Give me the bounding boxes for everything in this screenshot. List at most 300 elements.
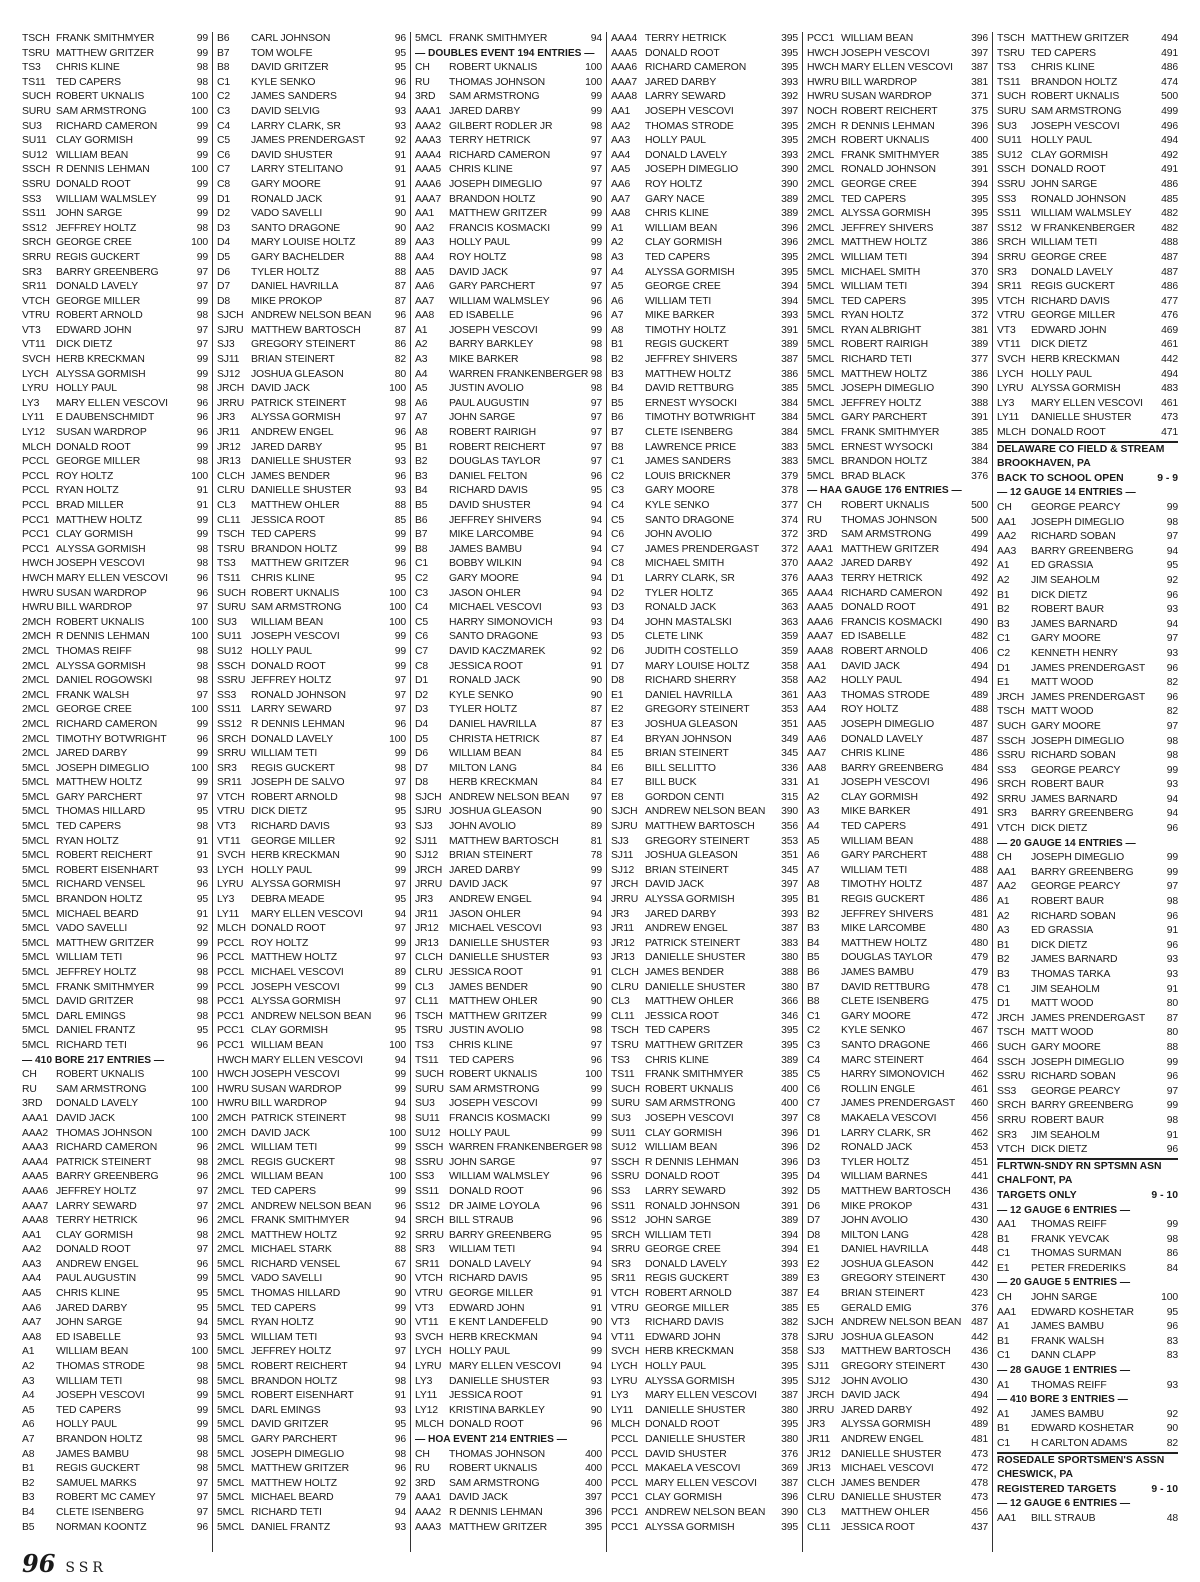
score: 99 — [196, 1404, 208, 1416]
class-code: SJRU — [415, 806, 442, 818]
result-row — [217, 222, 406, 237]
result-row — [997, 1012, 1178, 1027]
class-code: A5 — [611, 281, 624, 293]
class-code: SRRU — [997, 251, 1026, 263]
class-code: JRCH — [611, 879, 639, 891]
class-code: TS11 — [415, 1054, 439, 1066]
shooter-name: TYLER HOLTZ — [251, 266, 320, 278]
result-row — [807, 134, 988, 149]
shooter-name: DANIEL HAVRILLA — [251, 281, 339, 293]
result-row — [22, 470, 208, 485]
shooter-name: JESSICA ROOT — [251, 514, 325, 526]
score: 97 — [196, 1244, 208, 1256]
class-code: JR13 — [415, 937, 439, 949]
result-row — [22, 178, 208, 193]
result-row — [611, 178, 798, 193]
result-row — [415, 499, 602, 514]
class-code: 5MCL — [217, 1375, 245, 1387]
shooter-name: R DENNIS LEHMAN — [56, 164, 150, 176]
score: 98 — [1166, 1114, 1178, 1126]
class-code: 5MCL — [807, 295, 835, 307]
class-code: D4 — [415, 718, 428, 730]
result-row — [217, 61, 406, 76]
score: 93 — [1166, 954, 1178, 966]
score: 394 — [971, 178, 988, 190]
score: 478 — [971, 981, 988, 993]
shooter-name: ROBERT ARNOLD — [645, 1288, 732, 1300]
score: 387 — [781, 1288, 798, 1300]
score: 84 — [590, 762, 602, 774]
shooter-name: JARED DARBY — [841, 558, 913, 570]
class-code: SS3 — [217, 689, 237, 701]
result-row — [217, 1462, 406, 1477]
class-code: A3 — [22, 1375, 35, 1387]
shooter-name: DONALD LAVELY — [645, 1258, 727, 1270]
result-row — [217, 353, 406, 368]
score: 94 — [590, 558, 602, 570]
result-row — [22, 747, 208, 762]
score: 380 — [781, 952, 798, 964]
result-row — [611, 134, 798, 149]
result-row — [997, 1262, 1178, 1277]
class-code: LYCH — [22, 368, 49, 380]
shooter-name: DONALD ROOT — [645, 1171, 720, 1183]
shooter-name: HOLLY PAUL — [1031, 368, 1092, 380]
class-code: C8 — [217, 178, 230, 190]
shooter-name: ROBERT ARNOLD — [251, 791, 338, 803]
shooter-name: CLAY GORMISH — [645, 1492, 722, 1504]
shooter-name: DONALD ROOT — [251, 660, 326, 672]
shooter-name: PATRICK STEINERT — [251, 397, 347, 409]
score: 98 — [394, 1112, 406, 1124]
class-code: SRRU — [415, 1229, 444, 1241]
result-row — [217, 776, 406, 791]
class-code: AAA4 — [22, 1156, 48, 1168]
class-code: SJRU — [807, 1331, 834, 1343]
score: 91 — [590, 1302, 602, 1314]
class-code: SS12 — [217, 718, 242, 730]
shooter-name: DANIELLE SHUSTER — [251, 485, 352, 497]
result-row — [22, 309, 208, 324]
class-code: JR3 — [415, 894, 434, 906]
score: 98 — [196, 967, 208, 978]
result-row — [997, 1408, 1178, 1423]
shooter-name: REGIS GUCKERT — [645, 1273, 729, 1285]
result-row — [22, 1448, 208, 1463]
result-row — [807, 514, 988, 529]
score: 363 — [781, 616, 798, 628]
score: 392 — [781, 91, 798, 103]
result-row — [415, 791, 602, 806]
shooter-name: JOSEPH DIMEGLIO — [1031, 516, 1125, 528]
score: 98 — [196, 1010, 208, 1022]
shooter-name: PETER FREDERIKS — [1031, 1262, 1126, 1274]
class-code: SU3 — [415, 1098, 435, 1110]
class-code: LY12 — [415, 1404, 438, 1416]
shooter-name: TED CAPERS — [56, 76, 121, 88]
result-row — [217, 484, 406, 499]
class-code: B2 — [611, 354, 624, 366]
shooter-name: ERNEST WYSOCKI — [841, 441, 933, 453]
result-row — [611, 1360, 798, 1375]
score: 93 — [1166, 604, 1178, 616]
shooter-name: DONALD ROOT — [841, 602, 916, 614]
result-row — [22, 1243, 208, 1258]
score: 96 — [394, 470, 406, 482]
shooter-name: MATTHEW GRITZER — [449, 1521, 547, 1533]
shooter-name: BRIAN STEINERT — [449, 850, 533, 862]
class-code: SURU — [217, 602, 246, 614]
class-code: SU11 — [22, 135, 47, 147]
score: 466 — [971, 1039, 988, 1051]
shooter-name: DARL EMINGS — [251, 1404, 321, 1416]
score: 99 — [1166, 502, 1178, 513]
score: 395 — [585, 1521, 602, 1533]
class-code: AA2 — [415, 222, 435, 234]
shooter-name: RYAN HOLTZ — [56, 835, 119, 847]
event-header: — 20 GAUGE 5 ENTRIES — — [997, 1277, 1131, 1289]
class-code: A1 — [997, 1408, 1010, 1420]
class-code: 5MCL — [807, 397, 835, 409]
shooter-name: JOSEPH VESCOVI — [449, 1098, 538, 1110]
result-row — [22, 543, 208, 558]
page-number: 96 — [22, 1549, 56, 1578]
result-row — [22, 1156, 208, 1171]
shooter-name: SAM ARMSTRONG — [449, 1477, 540, 1489]
shooter-name: BRANDON HOLTZ — [1031, 76, 1118, 88]
shooter-name: ALYSSA GORMISH — [645, 1375, 735, 1387]
result-row — [611, 1243, 798, 1258]
score: 97 — [590, 266, 602, 278]
class-code: 5MCL — [217, 1331, 245, 1343]
result-row — [217, 1491, 406, 1506]
class-code: 5MCL — [807, 470, 835, 482]
score: 456 — [971, 1506, 988, 1518]
shooter-name: HERB KRECKMAN — [645, 1346, 734, 1358]
class-code: SSRU — [22, 178, 51, 190]
shooter-name: MATTHEW HOLTZ — [841, 368, 927, 380]
class-code: B5 — [415, 500, 428, 511]
result-row — [217, 1083, 406, 1098]
score: 98 — [394, 1156, 406, 1168]
score: 94 — [590, 529, 602, 541]
score: 96 — [394, 76, 406, 88]
score: 394 — [971, 251, 988, 263]
shooter-name: BILL STRAUB — [449, 1215, 514, 1227]
class-code: SR3 — [217, 762, 237, 774]
result-row — [415, 1272, 602, 1287]
shooter-name: ROBERT BAUR — [1031, 1114, 1105, 1126]
result-row — [997, 1143, 1178, 1158]
class-code: C6 — [807, 1083, 820, 1095]
class-code: SJRU — [217, 324, 244, 336]
result-row — [997, 324, 1178, 339]
class-code: SS11 — [997, 208, 1022, 220]
score: 473 — [971, 1448, 988, 1460]
shooter-name: W FRANKENBERGER — [1031, 222, 1135, 234]
class-code: JR3 — [611, 908, 630, 920]
shooter-name: DAVID RETTBURG — [645, 383, 734, 395]
result-row — [22, 411, 208, 426]
result-row — [807, 1068, 988, 1083]
class-code: SRRU — [217, 748, 246, 760]
score: 92 — [394, 1229, 406, 1241]
shooter-name: BOBBY WILKIN — [449, 558, 522, 570]
result-row — [807, 616, 988, 631]
shooter-name: DANIELLE SHUSTER — [645, 1404, 746, 1416]
score: 99 — [394, 543, 406, 555]
score: 100 — [389, 1127, 406, 1139]
result-row — [611, 207, 798, 222]
score: 87 — [394, 324, 406, 336]
result-row — [611, 674, 798, 689]
result-row — [415, 1068, 602, 1083]
shooter-name: ALYSSA GORMISH — [56, 543, 146, 555]
result-row — [217, 426, 406, 441]
score: 387 — [781, 1477, 798, 1489]
shooter-name: MICHAEL BEARD — [251, 1492, 334, 1504]
class-code: TS3 — [611, 1054, 630, 1066]
score: 385 — [781, 1069, 798, 1081]
result-row — [997, 545, 1178, 560]
score: 358 — [781, 675, 798, 687]
score: 394 — [781, 1244, 798, 1256]
result-row — [415, 251, 602, 266]
result-row — [22, 951, 208, 966]
class-code: CL11 — [415, 996, 439, 1008]
class-code: 5MCL — [217, 1419, 245, 1431]
class-code: AA6 — [22, 1302, 42, 1314]
result-row — [997, 1218, 1178, 1233]
shooter-name: SAM ARMSTRONG — [841, 529, 932, 541]
result-row — [217, 616, 406, 631]
shooter-name: THOMAS JOHNSON — [449, 1448, 546, 1460]
score: 98 — [196, 62, 208, 74]
shooter-name: RONALD JACK — [449, 675, 521, 687]
score: 94 — [394, 1215, 406, 1227]
result-row — [217, 601, 406, 616]
score: 94 — [196, 1317, 208, 1329]
shooter-name: JARED DARBY — [251, 441, 323, 453]
score: 351 — [781, 718, 798, 730]
score: 462 — [971, 1127, 988, 1139]
score: 394 — [971, 281, 988, 293]
class-code: MLCH — [611, 1419, 640, 1431]
shooter-name: MARY ELLEN VESCOVI — [645, 1477, 757, 1489]
score: 90 — [394, 1317, 406, 1329]
class-code: CL3 — [415, 981, 434, 993]
shooter-name: MATTHEW HOLTZ — [645, 368, 731, 380]
class-code: D2 — [807, 1142, 820, 1154]
class-code: AAA7 — [611, 76, 637, 88]
result-row — [22, 236, 208, 251]
shooter-name: ROBERT MC CAMEY — [56, 1492, 156, 1504]
shooter-name: MATT WOOD — [1031, 998, 1094, 1010]
score: 485 — [1161, 193, 1178, 205]
shooter-name: JOSEPH VESCOVI — [251, 1069, 340, 1081]
shooter-name: DAVID JACK — [251, 1127, 310, 1139]
score: 88 — [394, 266, 406, 278]
shooter-name: SAM ARMSTRONG — [56, 105, 147, 117]
class-code: RU — [22, 1083, 37, 1095]
result-row — [22, 32, 208, 47]
score: 99 — [394, 660, 406, 672]
class-code: VTCH — [997, 295, 1025, 307]
result-row — [807, 1287, 988, 1302]
class-code: AA6 — [415, 281, 435, 293]
class-code: 2MCH — [217, 1127, 246, 1139]
class-code: CH — [415, 1448, 430, 1460]
class-code: SUCH — [217, 587, 246, 599]
class-code: D6 — [217, 266, 230, 278]
result-row — [217, 295, 406, 310]
result-row — [415, 1404, 602, 1419]
score: 397 — [781, 879, 798, 891]
shooter-name: DANIELLE SHUSTER — [645, 952, 746, 964]
score: 100 — [389, 616, 406, 628]
score: 91 — [590, 660, 602, 672]
score: 395 — [781, 1361, 798, 1373]
result-row — [807, 1229, 988, 1244]
result-row — [415, 660, 602, 675]
shooter-name: JARED DARBY — [841, 1404, 913, 1416]
class-code: HWCH — [807, 62, 839, 74]
shooter-name: FRANCIS KOSMACKI — [841, 616, 942, 628]
shooter-name: JOSHUA GLEASON — [645, 718, 738, 730]
class-code: SJ12 — [807, 1375, 831, 1387]
score: 387 — [781, 354, 798, 366]
class-code: D8 — [217, 295, 230, 307]
shooter-name: JAMES BAMBU — [449, 543, 522, 555]
score: 387 — [971, 222, 988, 234]
result-row — [807, 470, 988, 485]
shooter-name: DANIELLE SHUSTER — [645, 1434, 746, 1445]
result-row — [22, 995, 208, 1010]
score: 453 — [971, 1142, 988, 1154]
class-code: E6 — [611, 762, 624, 774]
score: 376 — [781, 1448, 798, 1460]
score: 97 — [1166, 531, 1178, 543]
score: 99 — [1166, 866, 1178, 878]
result-row — [217, 820, 406, 835]
result-row — [611, 733, 798, 748]
shooter-name: ROBERT BAUR — [1031, 779, 1105, 791]
result-row — [807, 382, 988, 397]
result-row — [997, 266, 1178, 281]
class-code: SJCH — [807, 1317, 834, 1329]
result-row — [997, 1512, 1178, 1527]
result-row — [217, 178, 406, 193]
shooter-name: ANDREW ENGEL — [449, 894, 532, 906]
class-code: AA1 — [997, 1512, 1017, 1524]
score: 99 — [394, 529, 406, 541]
result-row — [217, 1214, 406, 1229]
class-code: SS12 — [611, 1215, 636, 1227]
shooter-name: JOSHUA GLEASON — [645, 850, 738, 862]
shooter-name: DANIEL FRANTZ — [251, 1521, 331, 1533]
score: 95 — [394, 1419, 406, 1431]
score: 93 — [590, 631, 602, 643]
result-row — [415, 1024, 602, 1039]
score: 472 — [971, 1010, 988, 1022]
shooter-name: JOSEPH VESCOVI — [56, 1390, 145, 1402]
shooter-name: MARY ELLEN VESCOVI — [645, 1390, 757, 1402]
class-code: 5MCL — [217, 1346, 245, 1358]
class-code: D5 — [807, 1185, 820, 1197]
result-row — [611, 1345, 798, 1360]
result-row — [415, 309, 602, 324]
result-row — [415, 937, 602, 952]
shooter-name: TED CAPERS — [645, 1025, 710, 1037]
shooter-name: DANIEL HAVRILLA — [449, 718, 537, 730]
shooter-name: HERB KRECKMAN — [449, 777, 538, 789]
score: 89 — [394, 237, 406, 249]
class-code: PCCL — [217, 937, 245, 949]
shooter-name: JAMES BENDER — [251, 470, 331, 482]
result-row — [22, 878, 208, 893]
result-row — [415, 835, 602, 850]
shooter-name: MICHAEL VESCOVI — [449, 602, 542, 614]
result-row — [217, 324, 406, 339]
shooter-name: WILLIAM BARNES — [841, 1171, 928, 1183]
score: 393 — [781, 908, 798, 920]
score: 494 — [1161, 135, 1178, 147]
score: 98 — [196, 1361, 208, 1373]
result-row — [22, 1433, 208, 1448]
class-code: PCCL — [611, 1434, 639, 1445]
result-row — [807, 1448, 988, 1463]
event-header: — 410 BORE 217 ENTRIES — — [22, 1054, 165, 1066]
class-code: D2 — [217, 208, 230, 220]
score: 93 — [394, 120, 406, 132]
shooter-name: SAM ARMSTRONG — [1031, 105, 1122, 117]
class-code: SVCH — [22, 354, 51, 366]
result-row — [22, 1345, 208, 1360]
score: 369 — [781, 1463, 798, 1475]
shooter-name: ANDREW NELSON BEAN — [251, 1010, 372, 1022]
shooter-name: ROBERT UKNALIS — [449, 1069, 538, 1081]
result-row — [807, 32, 988, 47]
shooter-name: GREGORY STEINERT — [645, 835, 750, 847]
score: 393 — [781, 1258, 798, 1270]
shooter-name: VADO SAVELLI — [56, 923, 128, 935]
result-row — [997, 32, 1178, 47]
score: 98 — [196, 1434, 208, 1445]
score: 492 — [971, 791, 988, 803]
shooter-name: MICHAEL VESCOVI — [449, 923, 542, 935]
shooter-name: GARY PARCHERT — [449, 281, 536, 293]
shooter-name: LARRY SEWARD — [56, 1200, 137, 1212]
class-code: D8 — [807, 1229, 820, 1241]
class-code: CLRU — [217, 485, 245, 497]
result-row — [611, 922, 798, 937]
result-row — [611, 937, 798, 952]
score: 98 — [394, 791, 406, 803]
result-row — [415, 616, 602, 631]
score: 96 — [394, 558, 406, 570]
class-code: C5 — [415, 616, 428, 628]
shooter-name: MATTHEW BARTOSCH — [841, 1185, 951, 1197]
class-code: AAA7 — [415, 193, 441, 205]
score: 90 — [394, 1288, 406, 1300]
class-code: TSCH — [997, 706, 1025, 718]
shooter-name: HARRY SIMONOVICH — [449, 616, 553, 628]
score: 91 — [590, 1288, 602, 1300]
class-code: JR13 — [807, 1463, 831, 1475]
shooter-name: GARY MOORE — [251, 178, 321, 190]
score: 395 — [971, 208, 988, 220]
score: 81 — [590, 835, 602, 847]
